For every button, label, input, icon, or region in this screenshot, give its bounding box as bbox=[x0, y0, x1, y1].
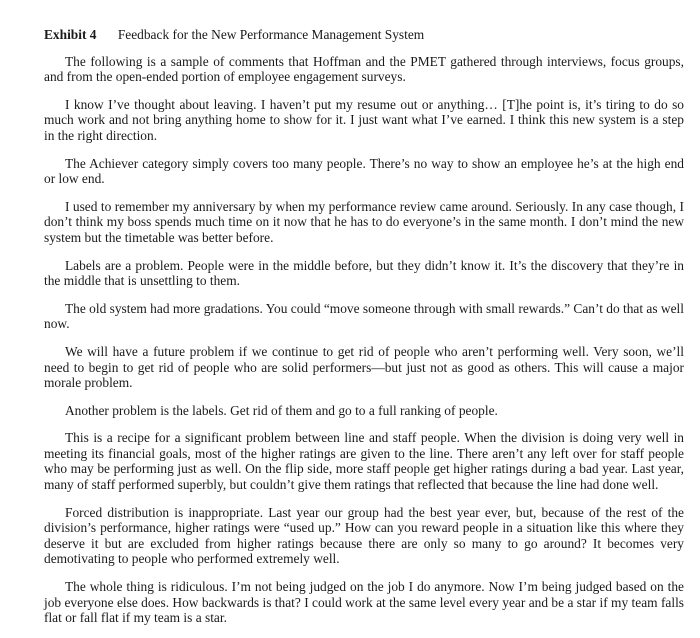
exhibit-label: Exhibit 4 bbox=[44, 27, 97, 42]
exhibit-header bbox=[44, 27, 684, 43]
exhibit-title: Feedback for the New Performance Management System bbox=[117, 27, 425, 42]
comment-paragraph: Another problem is the labels. Get rid of them and go to a full ranking of people. bbox=[65, 402, 498, 418]
comment-paragraph: Forced distribution is inappropriate. Last year our group had the best year ever, but, because of the rest of the division’s performance, higher ratings were “used up.” How can you reward people in a situation like this where they deserve it but are excluded from higher ratings because there are only so many to go around? It becomes very demotivating to people who performed extremely well. bbox=[44, 504, 684, 567]
comment-paragraph: This is a recipe for a significant problem between line and staff people. When the division is doing very well in meeting its financial goals, most of the higher ratings are given to the line. There aren’t any left over for staff people who may be performing just as well. On the flip side, more staff people get higher ratings during a bad year. Last year, many of staff performed superbly, but couldn’t give them ratings that reflected that because the line had done well. bbox=[44, 430, 684, 493]
comment-paragraph: The Achiever category simply covers too many people. There’s no way to show an employee he’s at the high end or low end. bbox=[44, 155, 684, 187]
comment-paragraph: Labels are a problem. People were in the middle before, but they didn’t know it. It’s the discovery that they’re in the middle that is unsettling to them. bbox=[44, 257, 684, 289]
comment-paragraph: The whole thing is ridiculous. I’m not being judged on the job I do anymore. Now I’m being judged based on the job everyone else does. How backwards is that? I could work at the same level every year and be a star if my team falls flat or fall flat if my team is a star. bbox=[44, 579, 684, 626]
comment-paragraph: I used to remember my anniversary by when my performance review came around. Seriously. In any case though, I don’t think my boss spends much time on it now that he has to do everyone’s in the same month. I don’t mind the new system but the timetable was better before. bbox=[44, 198, 684, 245]
comment-paragraph: The old system had more gradations. You could “move someone through with small rewards.” Can’t do that as well now. bbox=[44, 300, 684, 332]
intro-paragraph: The following is a sample of comments that Hoffman and the PMET gathered through interviews, focus groups, and from the open-ended portion of employee engagement surveys. bbox=[44, 53, 684, 85]
comment-paragraph: I know I’ve thought about leaving. I haven’t put my resume out or anything… [T]he point is, it’s tiring to do so much work and not bring anything home to show for it. I just want what I’ve earned. I think this new system is a step in the right direction. bbox=[44, 96, 684, 143]
comment-paragraph: We will have a future problem if we continue to get rid of people who aren’t performing well. Very soon, we’ll need to begin to get rid of people who are solid performers—but just not as good as others. This will cause a major morale problem. bbox=[44, 343, 684, 391]
